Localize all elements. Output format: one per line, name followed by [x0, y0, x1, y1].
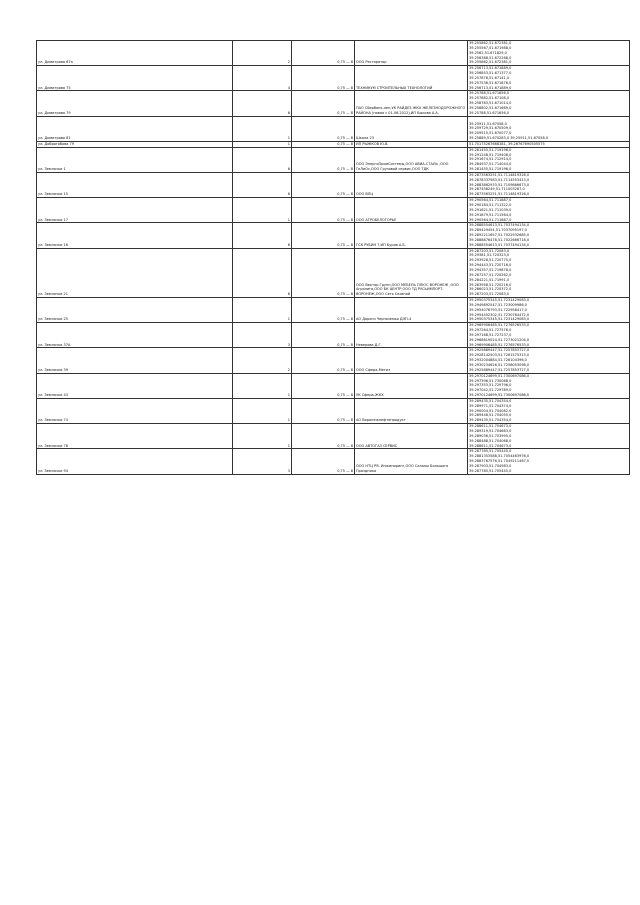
- coordinate-line: 39.2888554613,51.7037494134,0: [469, 223, 530, 228]
- container-count-cell: 1: [233, 116, 292, 141]
- coordinate-line: 39.2873563251,51.7114819326,0: [469, 172, 530, 177]
- coordinate-line: 39.291621,51.711039,0: [469, 207, 512, 212]
- dash-mark: —: [346, 468, 350, 473]
- organization-cell: ГСК РУБИН 7,ИП Буров А.Б.: [355, 223, 468, 248]
- volume-cell: [292, 116, 355, 141]
- volume-value: 0,75: [337, 217, 346, 222]
- table-row: [37, 323, 630, 348]
- coordinates-cell: [468, 147, 630, 172]
- volume-value: 0,75: [337, 342, 346, 347]
- coordinate-line: 39.284937,51.714044,0: [469, 162, 512, 167]
- address-cell: ул. Землячки 21: [37, 248, 233, 297]
- container-count-cell: 1: [233, 198, 292, 223]
- coordinates-cell: [468, 348, 630, 373]
- coordinate-line: 39.25911,51.67058,0: [469, 121, 507, 126]
- dash-mark: —: [346, 443, 350, 448]
- frequency-value: 8: [350, 367, 353, 372]
- dash-mark: —: [346, 367, 350, 372]
- organization-cell: ИП РЫЖКОВ Ю.В.: [355, 141, 468, 147]
- volume-value: 0,75: [337, 443, 346, 448]
- volume-cell: [292, 41, 355, 66]
- table-row: [37, 348, 630, 373]
- coordinate-line: 39.2888554613,51.7037494134,0: [469, 242, 530, 247]
- address-cell: ул. Землячки 74: [37, 398, 233, 423]
- organization-cell: ТЕХНИКУМ СТРОИТЕЛЬНЫХ ТЕХНОЛОГИЙ: [355, 66, 468, 91]
- dash-mark: —: [346, 217, 350, 222]
- coordinate-line: 39.2969906485,51.7276576533,0: [469, 342, 530, 347]
- coordinate-line: 39.290004,51.704082,0: [469, 408, 512, 413]
- volume-cell: [292, 198, 355, 223]
- coordinate-line: 39.287785,51.705445,0: [469, 449, 512, 454]
- dash-mark: —: [346, 110, 350, 115]
- volume-cell: [292, 373, 355, 398]
- coordinates-cell: [468, 116, 630, 141]
- table-row: [37, 41, 630, 66]
- coordinate-line: 39.294443,51.720716,0: [469, 263, 512, 268]
- organization-cell: ООО АВТОГАЗ СЕРВИС: [355, 424, 468, 449]
- coordinate-line: 39.257876,51.67141,0: [469, 75, 510, 80]
- coordinate-line: 39.289036,51.703995,0: [469, 433, 512, 438]
- coordinate-line: 39.2925889447,51.7257853727,0: [469, 367, 530, 372]
- coordinates-cell: [468, 398, 630, 423]
- frequency-value: 8: [350, 418, 353, 423]
- coordinate-line: 39.255567,51.671988,0: [469, 45, 512, 50]
- address-cell: ул. Землячки 43: [37, 373, 233, 398]
- coordinates-cell: [468, 41, 630, 66]
- frequency-value: 8: [350, 342, 353, 347]
- coordinate-line: 39.256713,51.671889,0: [469, 66, 512, 71]
- coordinate-line: 39.259729,51.670509,0: [469, 126, 512, 131]
- coordinates-cell: [468, 449, 630, 474]
- coordinate-line: 39.283958,51.720216,0: [469, 282, 512, 287]
- coordinate-line: 39.2968619024,51.7273021204,0: [469, 337, 530, 342]
- volume-value: 0,75: [337, 85, 346, 90]
- address-cell: ул. Землячки 39: [37, 348, 233, 373]
- coordinate-line: 39.287903,51.704983,0: [469, 463, 512, 468]
- coordinate-line: 39.290564,51.711887,0: [469, 217, 512, 222]
- organization-cell: ООО АГРОБЕЛОГОРЬЕ: [355, 198, 468, 223]
- coordinate-line: 39.287203,51.72083,0: [469, 248, 510, 253]
- volume-cell: [292, 172, 355, 197]
- coordinate-line: 39.2969906485,51.7276576533,0: [469, 323, 530, 328]
- address-cell: ул. Димитрова 67а: [37, 41, 233, 66]
- organization-cell: ПАО Сбербанк.лен,УК РАЙДЕЗ ЖКХ ЖЕЛЕЗНОДОРОЖНОГО РАЙОНА (новая с 01.06.2012),ИП Быкова А.А.: [355, 91, 468, 116]
- dash-mark: —: [346, 167, 350, 172]
- coordinates-cell: [468, 373, 630, 398]
- coordinate-line: 39.287203,51.72083,0: [469, 292, 510, 297]
- table-row: [37, 424, 630, 449]
- coordinates-cell: [468, 298, 630, 323]
- coordinate-line: 39.293928,51.720775,0: [469, 258, 512, 263]
- volume-value: 0,75: [337, 418, 346, 423]
- coordinate-line: 39.25788,51.671656,0: [469, 110, 510, 115]
- table-row: [37, 172, 630, 197]
- coordinate-line: 39.2562,51.671829,0: [469, 50, 507, 55]
- coordinate-line: 39.2949892547,51.723009986,0: [469, 302, 527, 307]
- coordinate-line: 39.289429454,51.7037095197,0: [469, 228, 527, 233]
- table-row: [37, 298, 630, 323]
- coordinate-line: 39.286023,51.720372,0: [469, 287, 512, 292]
- coordinate-line: 39.2970124699,51.7300697086,0: [469, 373, 530, 378]
- coordinate-line: 39.2883862933,51.7109866673,0: [469, 182, 530, 187]
- volume-value: 0,75: [337, 468, 346, 473]
- coordinate-line: 39.297353,51.729796,0: [469, 383, 512, 388]
- container-count-cell: 2: [233, 348, 292, 373]
- dash-mark: —: [346, 192, 350, 197]
- address-cell: ул. Димитрова 81: [37, 116, 233, 141]
- coordinate-line: 39.2883767576,51.7049211467,0: [469, 459, 530, 464]
- volume-cell: [292, 147, 355, 172]
- frequency-value: 8: [350, 217, 353, 222]
- coordinate-line: 39.287458249,51.711003287,0: [469, 187, 525, 192]
- coordinate-line: 39.281455,51.719196,0: [469, 147, 512, 152]
- coordinate-line: 39.2873563251,51.7114819326,0: [469, 192, 530, 197]
- coordinate-line: 39.289319,51.704663,0: [469, 428, 512, 433]
- organization-cell: УК Сфера-ЖКХ: [355, 373, 468, 398]
- frequency-value: 8: [350, 242, 353, 247]
- frequency-value: 8: [350, 443, 353, 448]
- organization-cell: ООО ВЛЦ: [355, 172, 468, 197]
- coordinates-cell: [468, 172, 630, 197]
- container-count-cell: 3: [233, 323, 292, 348]
- coordinate-line: 39.2954452302,51.7230764472,0: [469, 312, 530, 317]
- container-count-cell: 1: [233, 298, 292, 323]
- coordinate-line: 39.258783,51.671014,0: [469, 101, 512, 106]
- table-row: [37, 223, 630, 248]
- address-cell: ул. Землячки 94: [37, 449, 233, 474]
- coordinate-line: 51.70175267668181, 39.26767690505575: [469, 141, 545, 146]
- address-cell: ул. Землячки 1: [37, 147, 233, 172]
- container-count-cell: 6: [233, 223, 292, 248]
- coordinate-line: 39.25889,51.670283,0 39.25911,51.67058,0: [469, 136, 549, 141]
- coordinate-line: 39.284221,51.71991,0: [469, 277, 510, 282]
- table-row: [37, 398, 630, 423]
- volume-value: 0,75: [337, 242, 346, 247]
- dash-mark: —: [346, 136, 350, 141]
- volume-cell: [292, 398, 355, 423]
- volume-value: 0,75: [337, 393, 346, 398]
- volume-cell: [292, 248, 355, 297]
- coordinate-line: 39.287257,51.720262,0: [469, 272, 512, 277]
- volume-value: 0,75: [337, 367, 346, 372]
- coordinate-line: 39.259515,51.670077,0: [469, 131, 512, 136]
- volume-value: 0,75: [337, 60, 346, 65]
- coordinate-line: 39.294357,51.719878,0: [469, 267, 512, 272]
- container-count-cell: 6: [233, 91, 292, 116]
- container-count-cell: 1: [233, 398, 292, 423]
- frequency-value: 8: [350, 141, 353, 146]
- dash-mark: —: [346, 292, 350, 297]
- organization-cell: ООО НТЦ РЯ- Инжиниринг,ООО Салоны Большого Праздника: [355, 449, 468, 474]
- volume-value: 0,75: [337, 292, 346, 297]
- organization-cell: ООО ЭнергоПромСистемы,ООО АВИА-СТАЛЬ ,ООО ГеЛиОс,ООО Грузовой сервис,ООО ТДК: [355, 147, 468, 172]
- coordinate-line: 39.255862,51.672381,0: [469, 60, 512, 65]
- dash-mark: —: [346, 141, 350, 146]
- volume-cell: [292, 424, 355, 449]
- volume-value: 0,75: [337, 317, 346, 322]
- organization-cell: Неверова Д.Г.: [355, 323, 468, 348]
- organization-cell: ООО Сфера-Метиз: [355, 348, 468, 373]
- coordinate-line: 39.297264,51.727576,0: [469, 328, 512, 333]
- coordinates-cell: [468, 248, 630, 297]
- dash-mark: —: [346, 242, 350, 247]
- frequency-value: 8: [350, 317, 353, 322]
- volume-value: 0,75: [337, 167, 346, 172]
- coordinate-line: 39.289448,51.704055,0: [469, 413, 512, 418]
- volume-value: 0,75: [337, 192, 346, 197]
- volume-cell: [292, 348, 355, 373]
- dash-mark: —: [346, 393, 350, 398]
- coordinates-cell: [468, 323, 630, 348]
- frequency-value: 8: [350, 167, 353, 172]
- dash-mark: —: [346, 342, 350, 347]
- address-cell: ул. Землячки 37А: [37, 323, 233, 348]
- dash-mark: —: [346, 60, 350, 65]
- container-count-cell: 2: [233, 41, 292, 66]
- table-row: [37, 116, 630, 141]
- volume-cell: [292, 298, 355, 323]
- address-cell: ул. Землячки 16: [37, 223, 233, 248]
- table-row: [37, 248, 630, 297]
- coordinate-line: 39.291674,51.712914,0: [469, 157, 512, 162]
- coordinate-line: 39.289435,51.704354,0: [469, 398, 512, 403]
- coordinate-line: 39.289435,51.704354,0: [469, 418, 512, 423]
- coordinates-cell: [468, 91, 630, 116]
- address-cell: ул. Землячки 15: [37, 172, 233, 197]
- dash-mark: —: [346, 85, 350, 90]
- coordinate-line: 39.289971,51.704374,0: [469, 403, 512, 408]
- dash-mark: —: [346, 418, 350, 423]
- frequency-value: 8: [350, 85, 353, 90]
- coordinates-cell: [468, 223, 630, 248]
- frequency-value: 8: [350, 192, 353, 197]
- frequency-value: 8: [350, 136, 353, 141]
- organization-cell: АО Дороги Черноземья ДЭП-4: [355, 298, 468, 323]
- coordinates-cell: [468, 198, 630, 223]
- coordinate-line: 39.2928142503,51.7261575313,0: [469, 353, 530, 358]
- coordinate-line: 39.2950375345,51.7231429083,0: [469, 317, 530, 322]
- coordinate-line: 39.297168,51.727237,0: [469, 332, 512, 337]
- volume-value: 0,75: [337, 110, 346, 115]
- coordinate-line: 39.2925889447,51.7257853727,0: [469, 348, 530, 353]
- coordinates-cell: [468, 66, 630, 91]
- table-row: [37, 147, 630, 172]
- table-row: [37, 449, 630, 474]
- coordinate-line: 39.281455,51.719196,0: [469, 167, 512, 172]
- table-row: [37, 66, 630, 91]
- address-cell: ул. Димитрова 79: [37, 91, 233, 116]
- waste-collection-table: [36, 40, 630, 475]
- volume-cell: [292, 449, 355, 474]
- coordinate-line: 39.291248,51.719408,0: [469, 152, 512, 157]
- coordinate-line: 39.291879,51.711564,0: [469, 212, 512, 217]
- coordinate-line: 39.288488,51.704068,0: [469, 438, 512, 443]
- frequency-value: 8: [350, 110, 353, 115]
- container-count-cell: 3: [233, 449, 292, 474]
- coordinate-line: 39.297042,51.729789,0: [469, 388, 512, 393]
- coordinate-line: 39.2950375345,51.7231429083,0: [469, 298, 530, 303]
- coordinate-line: 39.255862,51.672381,0: [469, 41, 512, 45]
- address-cell: ул. Землячки 78: [37, 424, 233, 449]
- dash-mark: —: [346, 317, 350, 322]
- organization-cell: ООО Вектор Групп,ООО МЕБЕЛЬ ПЛЮС ВОРОНЕЖ ,ООО Агролига,ООО БК ЦЕНТР,ООО ТД РУСЬИМПОРТ-ВОРОНЕЖ,ООО Сеть Связной: [355, 248, 468, 297]
- coordinate-line: 39.288611,51.704673,0: [469, 424, 512, 429]
- organization-cell: ООО Ресторатор: [355, 41, 468, 66]
- frequency-value: 8: [350, 292, 353, 297]
- coordinate-line: 39.2881353588,51.7054463976,0: [469, 454, 530, 459]
- address-cell: ул. Доброгобова 79: [37, 141, 233, 147]
- address-cell: ул. Землячки 25: [37, 298, 233, 323]
- coordinate-line: 39.256388,51.672268,0: [469, 55, 512, 60]
- coordinate-line: 39.2878337583,51.7114553413,0: [469, 177, 530, 182]
- frequency-value: 8: [350, 60, 353, 65]
- coordinate-line: 39.288611,51.704673,0: [469, 443, 512, 448]
- container-count-cell: 4: [233, 66, 292, 91]
- volume-cell: [292, 223, 355, 248]
- coordinate-line: 39.29381,51.720323,0: [469, 253, 510, 258]
- coordinate-line: 39.2970124699,51.7300697086,0: [469, 393, 530, 398]
- container-count-cell: 1: [233, 141, 292, 147]
- coordinate-line: 39.256853,51.671377,0: [469, 71, 512, 76]
- container-count-cell: 6: [233, 172, 292, 197]
- table-row: [37, 373, 630, 398]
- coordinate-line: 39.25788,51.671656,0: [469, 91, 510, 96]
- organization-cell: Школа 23: [355, 116, 468, 141]
- volume-value: 0,75: [337, 136, 346, 141]
- table-row: [37, 91, 630, 116]
- coordinate-line: 39.2954076793,51.722958417,0: [469, 307, 527, 312]
- volume-cell: [292, 66, 355, 91]
- coordinate-line: 39.2888876478,51.7022666718,0: [469, 237, 530, 242]
- volume-cell: [292, 323, 355, 348]
- coordinate-line: 39.290564,51.711887,0: [469, 198, 512, 203]
- coordinate-line: 39.2892211657,51.7022932685,0: [469, 233, 530, 238]
- coordinate-line: 39.257536,51.671876,0: [469, 80, 512, 85]
- coordinate-line: 39.256713,51.671889,0: [469, 85, 512, 90]
- coordinate-line: 39.287785,51.705445,0: [469, 468, 512, 473]
- address-cell: ул. Димитрова 75: [37, 66, 233, 91]
- container-count-cell: 1: [233, 373, 292, 398]
- table-row: [37, 198, 630, 223]
- coordinate-line: 39.297396,51.730068,0: [469, 378, 512, 383]
- container-count-cell: 6: [233, 248, 292, 297]
- container-count-cell: 6: [233, 147, 292, 172]
- frequency-value: 8: [350, 393, 353, 398]
- coordinate-line: 39.258802,51.671669,0: [469, 105, 512, 110]
- volume-value: 0,75: [337, 141, 346, 146]
- coordinate-line: 39.290184,51.711322,0: [469, 203, 512, 207]
- coordinate-line: 39.257882,51.67108,0: [469, 96, 510, 101]
- organization-cell: АО Воронежнефтепродукт: [355, 398, 468, 423]
- coordinate-line: 39.2930234626,51.7258053098,0: [469, 363, 530, 367]
- frequency-value: 8: [350, 468, 353, 473]
- volume-cell: [292, 91, 355, 116]
- coordinate-line: 39.2932004884,51.726104396,0: [469, 358, 527, 363]
- coordinates-cell: [468, 424, 630, 449]
- address-cell: ул. Землячки 17: [37, 198, 233, 223]
- container-count-cell: 1: [233, 424, 292, 449]
